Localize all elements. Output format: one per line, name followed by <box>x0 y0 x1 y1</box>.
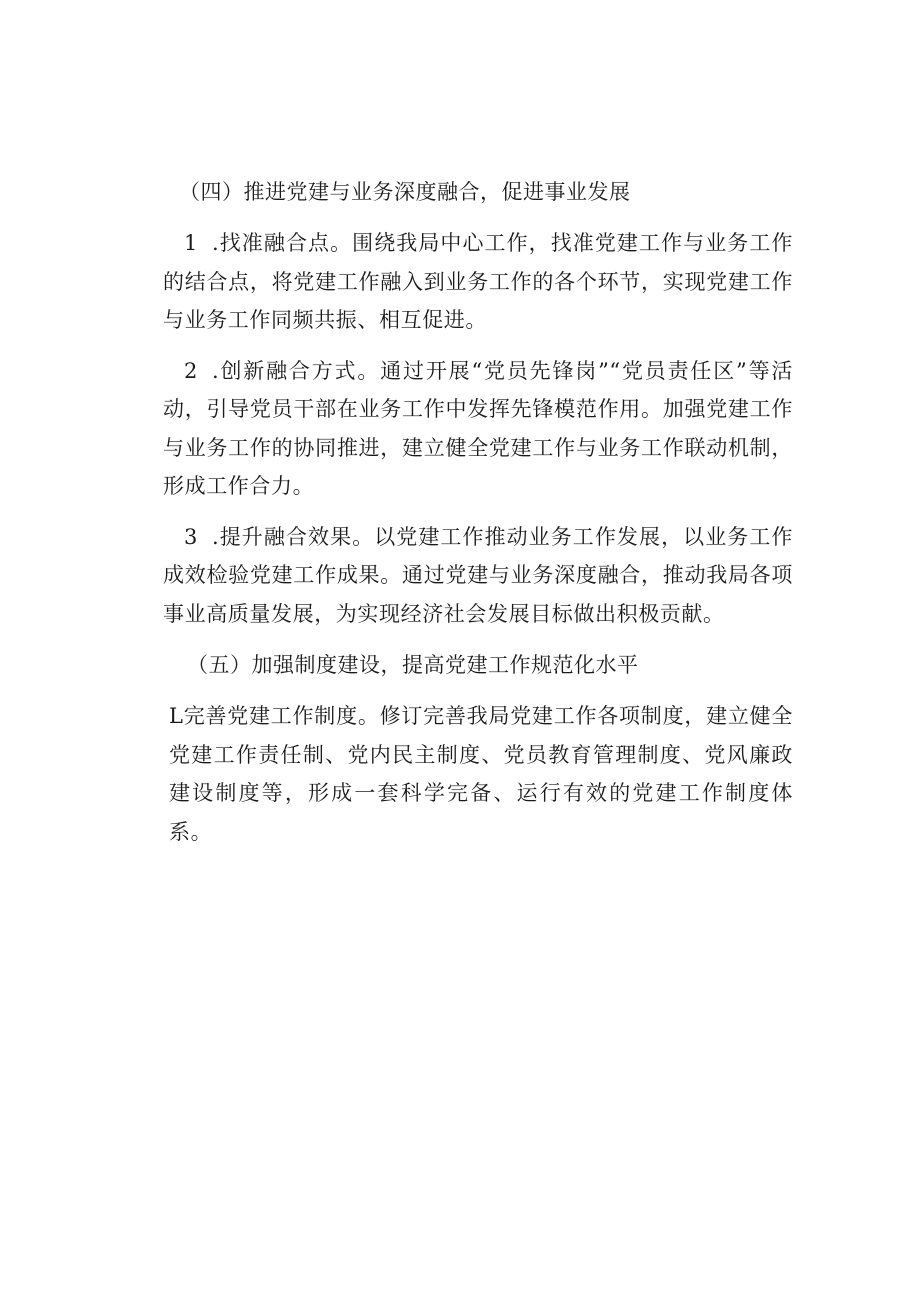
section-heading-4: （四）推进党建与业务深度融合，促进事业发展 <box>179 180 631 204</box>
item-number: 1 <box>184 231 198 255</box>
item-text: .创新融合方式。通过开展“党员先锋岗”“党员责任区”等活动，引导党员干部在业务工作中发挥先锋模范作用。加强党建工作与业务工作的协同推进，建立健全党建工作与业务工作联动机制，形成工作合力。 <box>163 358 793 498</box>
item-text: .找准融合点。围绕我局中心工作，找准党建工作与业务工作的结合点，将党建工作融入到业务工作的各个环节，实现党建工作与业务工作同频共振、相互促进。 <box>163 231 793 332</box>
document-body <box>163 172 793 863</box>
paragraph-item-5-1 <box>163 697 793 851</box>
paragraph-item-2 <box>163 352 793 506</box>
paragraph-item-1 <box>163 224 793 340</box>
item-text: L完善党建工作制度。修订完善我局党建工作各项制度，建立健全党建工作责任制、党内民主制度、党员教育管理制度、党风廉政建设制度等，形成一套科学完备、运行有效的党建工作制度体系。 <box>169 704 793 844</box>
section-heading-5: （五）加强制度建设，提高党建工作规范化水平 <box>187 653 639 677</box>
item-text: .提升融合效果。以党建工作推动业务工作发展，以业务工作成效检验党建工作成果。通过党建与业务深度融合，推动我局各项事业高质量发展，为实现经济社会发展目标做出积极贡献。 <box>163 524 793 626</box>
item-number: 3 <box>184 524 198 549</box>
paragraph-item-3 <box>163 518 793 634</box>
item-number: 2 <box>184 358 198 383</box>
